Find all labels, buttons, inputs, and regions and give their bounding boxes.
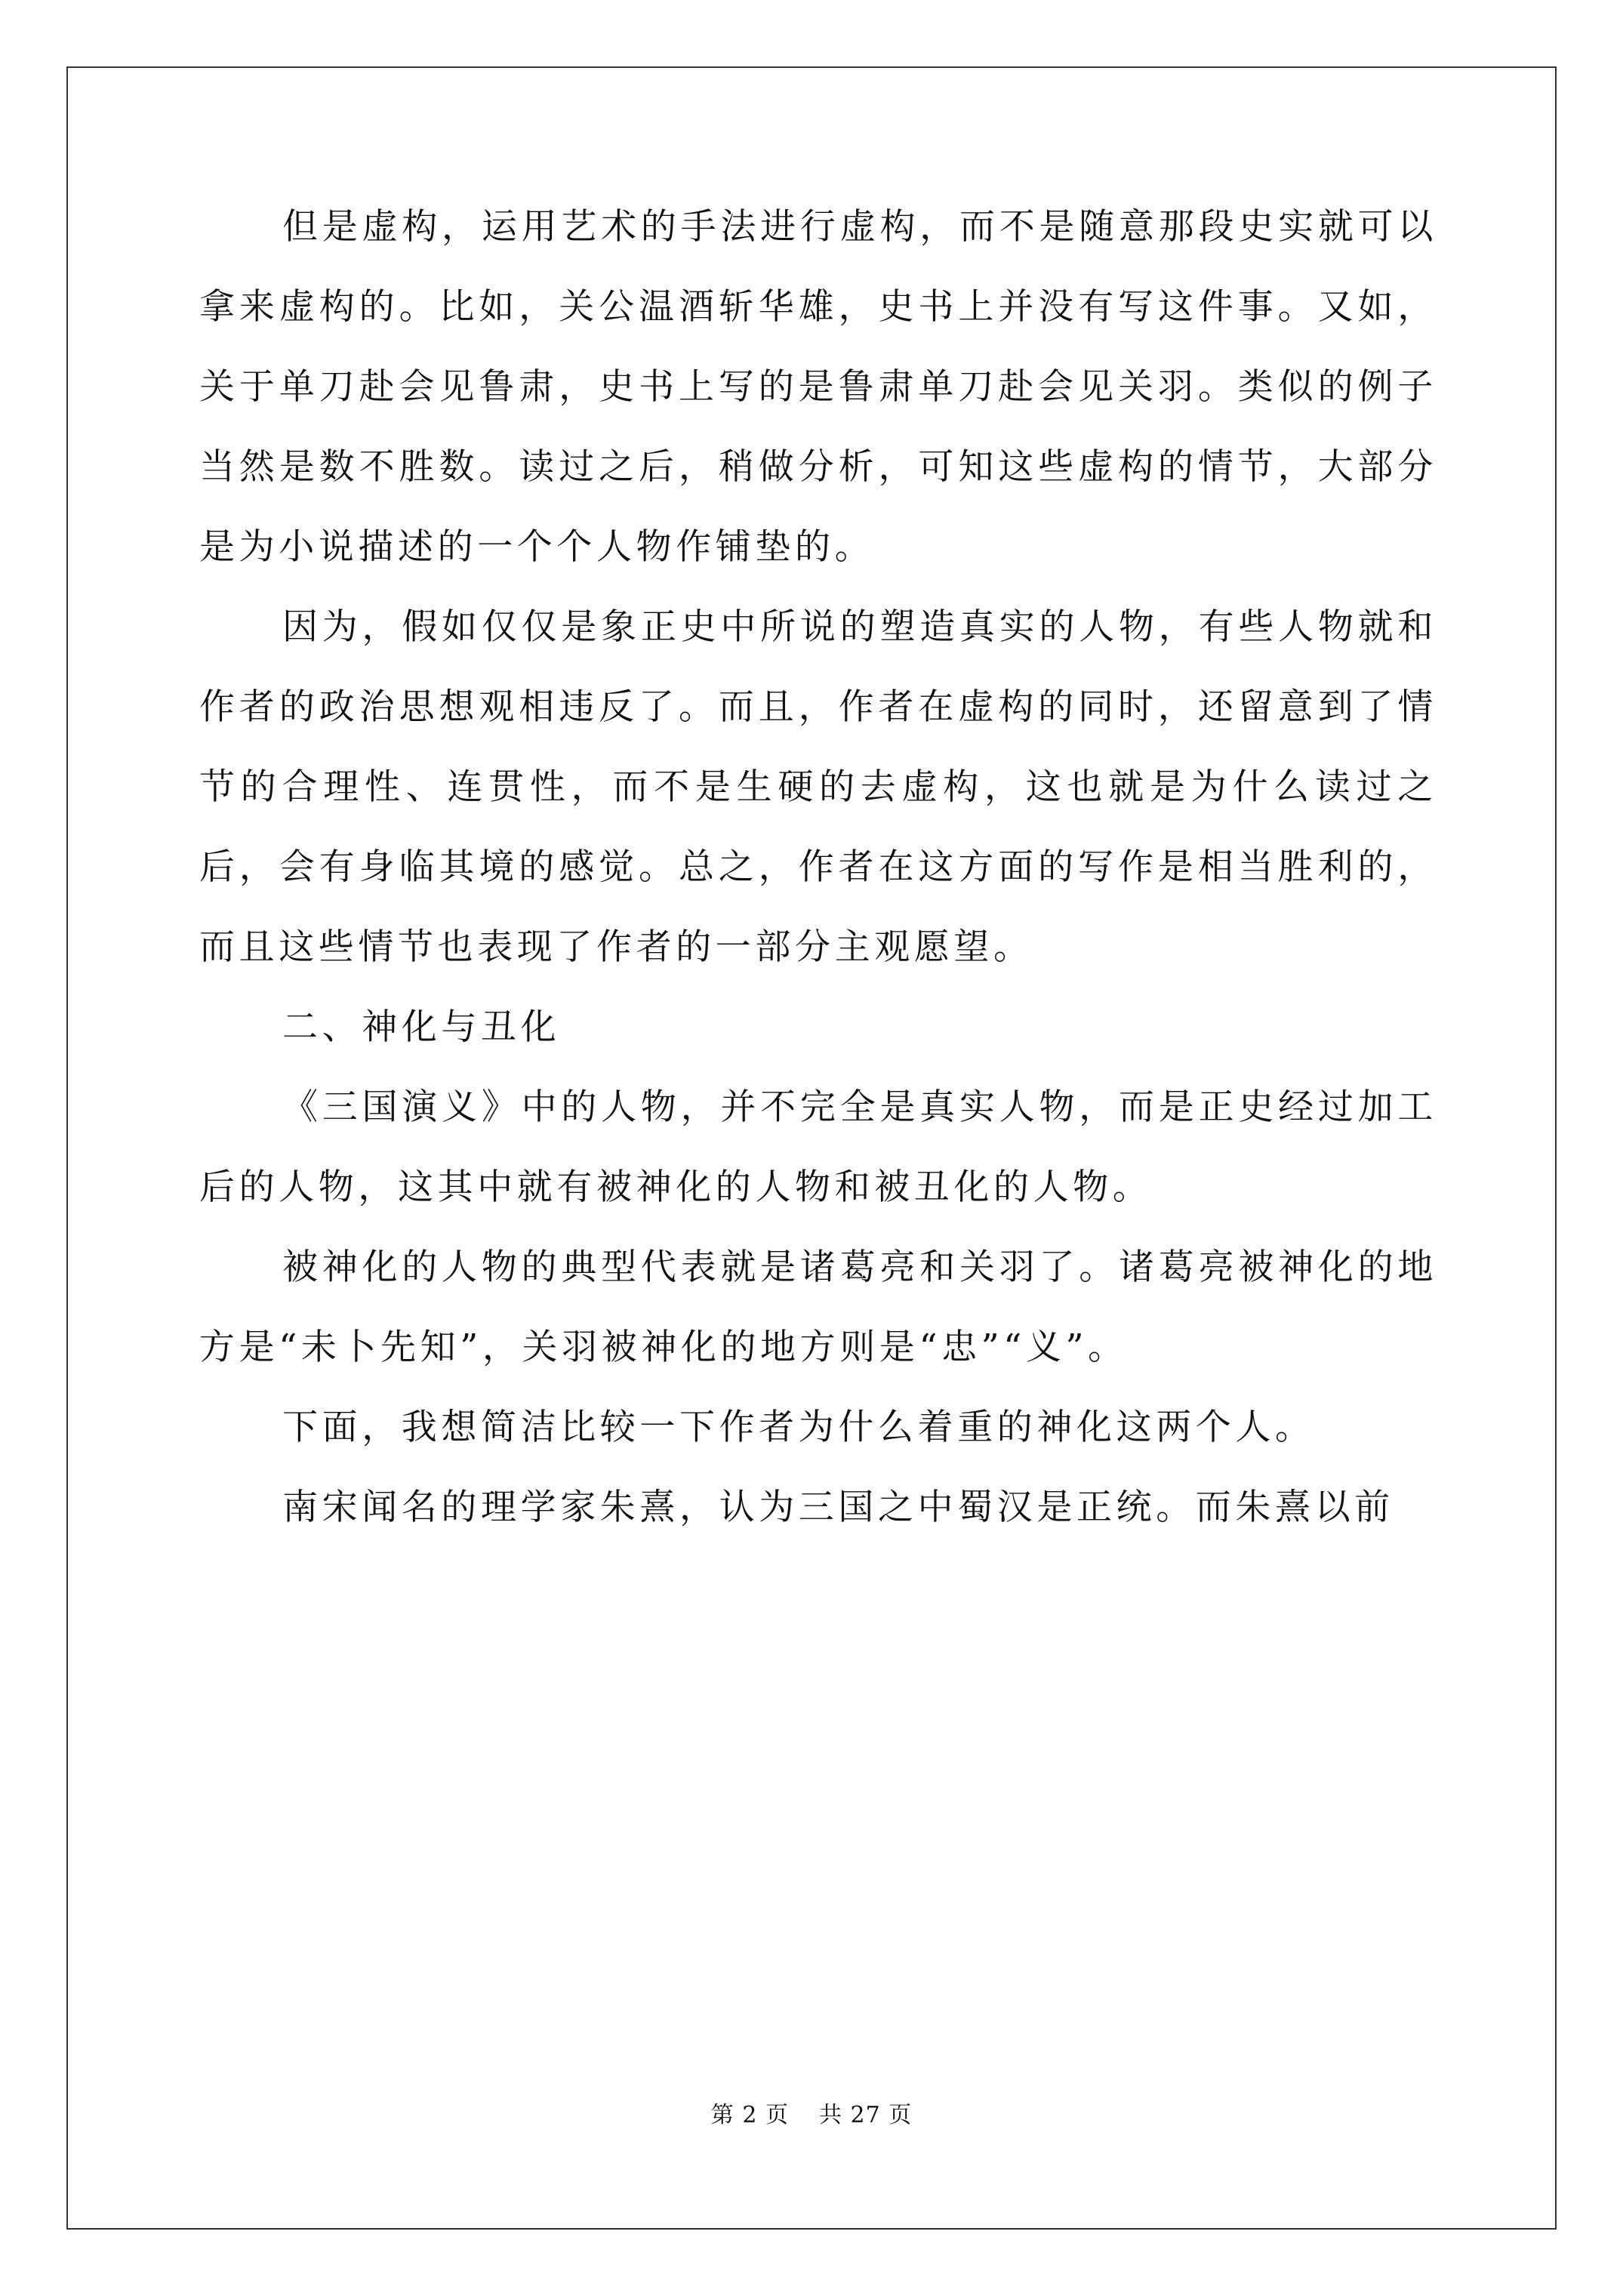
section-heading: 二、神化与丑化 bbox=[282, 1006, 561, 1048]
paragraph: 下面，我想简洁比较一下作者为什么着重的神化这两个人。 bbox=[282, 1407, 1315, 1448]
paragraph: 因为，假如仅仅是象正史中所说的塑造真实的人物，有些人物就和作者的政治思想观相违反了。而且，作者在虚构的同时，还留意到了情节的合理性、连贯性，而不是生硬的去虚构，这也就是为什么读过之后，会有身临其境的感觉。总之，作者在这方面的写作是相当胜利的，而且这些情节也表现了作者的一部分主观愿望。 bbox=[199, 606, 1437, 968]
page-number: 第 2 页 bbox=[710, 2102, 789, 2128]
document-body bbox=[199, 187, 1437, 1548]
paragraph: 《三国演义》中的人物，并不完全是真实人物，而是正史经过加工后的人物，这其中就有被神化的人物和被丑化的人物。 bbox=[199, 1086, 1437, 1208]
paragraph: 南宋闻名的理学家朱熹，认为三国之中蜀汉是正统。而朱熹以前 bbox=[282, 1487, 1394, 1528]
page-footer bbox=[0, 2096, 1623, 2129]
paragraph: 但是虚构，运用艺术的手法进行虚构，而不是随意那段史实就可以拿来虚构的。比如，关公温酒斩华雄，史书上并没有写这件事。又如，关于单刀赴会见鲁肃，史书上写的是鲁肃单刀赴会见关羽。类似的例子当然是数不胜数。读过之后，稍做分析，可知这些虚构的情节，大部分是为小说描述的一个个人物作铺垫的。 bbox=[199, 206, 1437, 568]
paragraph: 被神化的人物的典型代表就是诸葛亮和关羽了。诸葛亮被神化的地方是“未卜先知”，关羽被神化的地方则是“忠”“义”。 bbox=[199, 1247, 1437, 1368]
page-total: 共 27 页 bbox=[818, 2102, 913, 2128]
